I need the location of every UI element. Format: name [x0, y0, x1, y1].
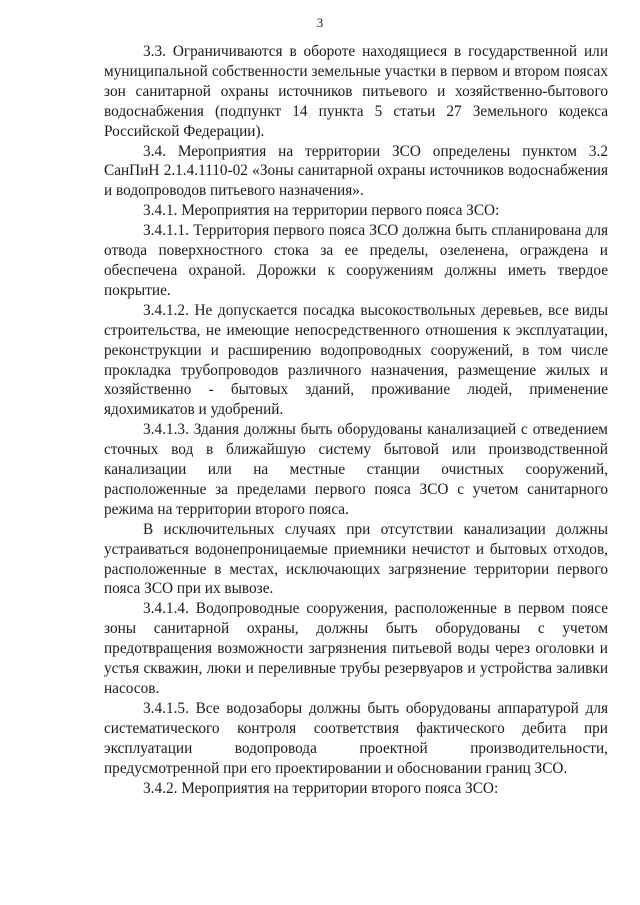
paragraph-3-4-2: 3.4.2. Мероприятия на территории второго пояса ЗСО:: [143, 779, 499, 797]
paragraph-3-4-1-5: 3.4.1.5. Все водозаборы должны быть оборудованы аппаратурой для систематического контроля соответствия фактического дебита при эксплуатации водопровода проектной производительности, предусмотренной при его проектировании и обосновании границ ЗСО.: [104, 699, 608, 777]
document-body: [104, 42, 608, 798]
paragraph-3-4: 3.4. Мероприятия на территории ЗСО определены пунктом 3.2 СанПиН 2.1.4.1110-02 «Зоны санитарной охраны источников водоснабжения и водопроводов питьевого назначения».: [104, 142, 608, 200]
paragraph-3-4-1-1: 3.4.1.1. Территория первого пояса ЗСО должна быть спланирована для отвода поверхностного стока за ее пределы, озеленена, ограждена и обеспечена охраной. Дорожки к сооружениям должны иметь твердое покрытие.: [104, 222, 608, 299]
paragraph-3-4-1-4: 3.4.1.4. Водопроводные сооружения, расположенные в первом поясе зоны санитарной охраны, должны быть оборудованы с учетом предотвращения возможности загрязнения питьевой воды через оголовки и устья скважин, люки и переливные трубы резервуаров и устройства заливки насосов.: [104, 600, 608, 697]
paragraph-3-4-1-3: 3.4.1.3. Здания должны быть оборудованы канализацией с отведением сточных вод в ближайшую систему бытовой или производственной канализации или на местные станции очистных сооружений, расположенные за пределами первого пояса ЗСО с учетом санитарного режима на территории второго пояса.: [104, 421, 608, 518]
page-number: 3: [316, 15, 324, 30]
paragraph-3-3: 3.3. Ограничиваются в обороте находящиеся в государственной или муниципальной собственности земельные участки в первом и втором поясах зон санитарной охраны источников питьевого и хозяйственно-бытового водоснабжения (подпункт 14 пункта 5 статьи 27 Земельного кодекса Российской Федерации).: [104, 43, 608, 140]
paragraph-3-4-1: 3.4.1. Мероприятия на территории первого пояса ЗСО:: [143, 202, 500, 220]
paragraph-3-4-1-2: 3.4.1.2. Не допускается посадка высокоствольных деревьев, все виды строительства, не имеющие непосредственного отношения к эксплуатации, реконструкции и расширению водопроводных сооружений, в том числе прокладка трубопроводов различного назначения, размещение жилых и хозяйственно - бытовых зданий, проживание людей, применение ядохимикатов и удобрений.: [104, 301, 608, 419]
paragraph-exceptional-cases: В исключительных случаях при отсутствии канализации должны устраиваться водонепроницаемые приемники нечистот и бытовых отходов, расположенные в местах, исключающих загрязнение территории первого пояса ЗСО при их вывозе.: [104, 520, 608, 598]
